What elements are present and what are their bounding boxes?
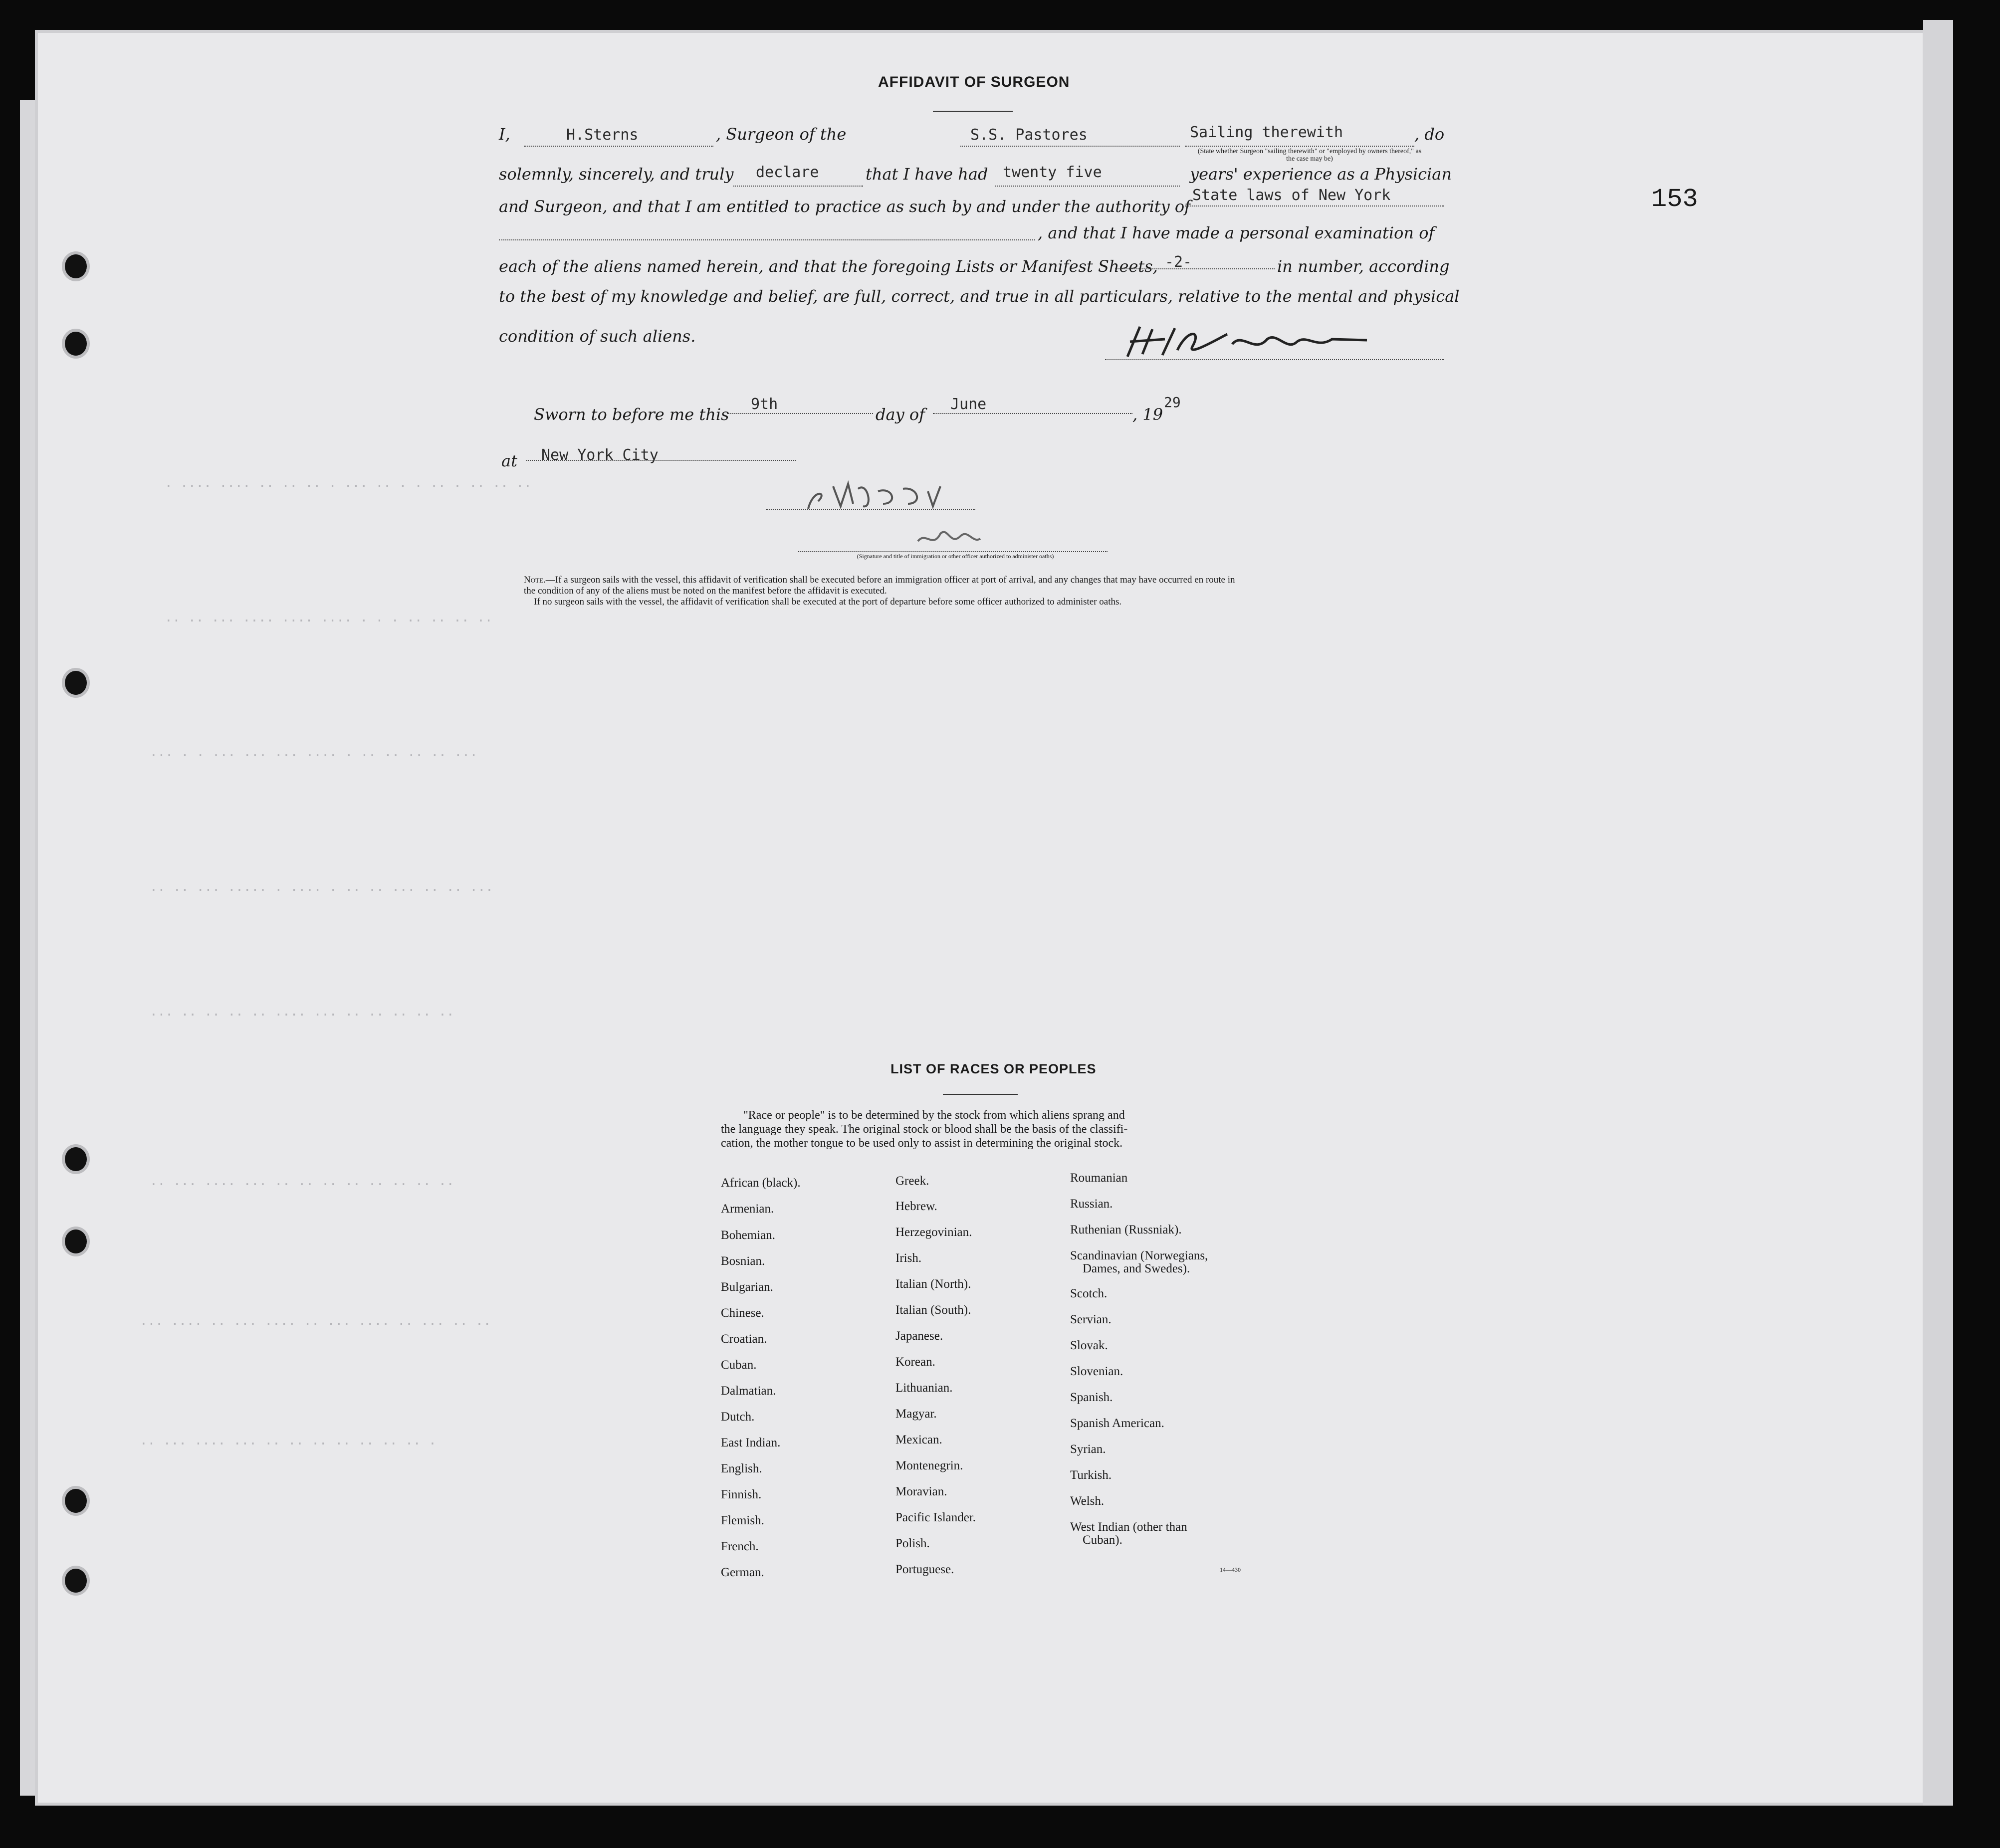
sworn-place: New York City: [541, 446, 659, 464]
race-item: Polish.: [895, 1537, 930, 1550]
field-line: [960, 146, 1180, 147]
field-line: [933, 413, 1132, 414]
label-do: , do: [1414, 125, 1445, 144]
race-item: Portuguese.: [895, 1563, 954, 1576]
race-item: Dames, and Swedes).: [1083, 1262, 1190, 1275]
title-underline: [933, 111, 1013, 112]
label-line6: to the best of my knowledge and belief, are full, correct, and true in all particulars, relative to the mental and physical: [499, 287, 1460, 306]
races-title: LIST OF RACES OR PEOPLES: [890, 1061, 1097, 1076]
label-line2c: years' experience as a Physician: [1190, 165, 1452, 184]
race-item: Scandinavian (Norwegians,: [1070, 1249, 1208, 1262]
label-line2a: solemnly, sincerely, and truly: [499, 165, 734, 184]
affidavit-note: [524, 575, 1452, 608]
race-item: Slovenian.: [1070, 1365, 1123, 1378]
field-line: [728, 413, 873, 414]
race-item: French.: [721, 1540, 759, 1553]
race-item: Greek.: [895, 1174, 929, 1188]
form-number: 14—430: [1220, 1566, 1241, 1573]
signature-line: [766, 509, 975, 510]
surgeon-name: H.Sterns: [566, 126, 639, 144]
binder-hole: [65, 671, 87, 695]
vessel-name: S.S. Pastores: [970, 126, 1088, 144]
affidavit-title: AFFIDAVIT OF SURGEON: [878, 74, 1070, 90]
label-sworn: Sworn to before me this: [534, 405, 729, 424]
race-item: Bohemian.: [721, 1229, 776, 1242]
race-item: Magyar.: [895, 1407, 937, 1421]
label-line2b: that I have had: [866, 165, 988, 184]
status-note: (State whether Surgeon "sailing therewith" or "employed by owners thereof," as the case may be): [1197, 148, 1422, 163]
race-item: Dutch.: [721, 1410, 755, 1424]
race-item: Finnish.: [721, 1488, 762, 1501]
binder-hole: [65, 332, 87, 356]
race-item: West Indian (other than: [1070, 1520, 1187, 1534]
race-item: Russian.: [1070, 1197, 1113, 1211]
label-line7: condition of such aliens.: [499, 327, 696, 346]
race-item: Bulgarian.: [721, 1280, 773, 1294]
race-item: Moravian.: [895, 1485, 947, 1498]
race-item: Spanish American.: [1070, 1417, 1164, 1430]
sworn-year: 29: [1164, 394, 1181, 411]
race-item: German.: [721, 1566, 764, 1579]
binder-hole: [65, 254, 87, 278]
signature-line: [798, 551, 1108, 552]
race-item: Cuban).: [1083, 1533, 1122, 1547]
race-item: Herzegovinian.: [895, 1226, 972, 1239]
race-item: Italian (South).: [895, 1303, 971, 1317]
field-line: [499, 239, 1035, 240]
label-i: I,: [499, 125, 510, 144]
intro-line-1: "Race or people" is to be determined by the stock from which aliens sprang and: [743, 1109, 1125, 1122]
race-item: Spanish.: [1070, 1391, 1113, 1404]
label-line5a: each of the aliens named herein, and that the foregoing Lists or Manifest Sheets,: [499, 257, 1158, 276]
race-item: Korean.: [895, 1355, 935, 1369]
race-item: African (black).: [721, 1176, 801, 1190]
races-intro: [721, 1108, 1240, 1150]
race-item: Roumanian: [1070, 1171, 1128, 1185]
label-day-of: day of: [876, 405, 925, 424]
race-item: Flemish.: [721, 1514, 764, 1527]
field-line: [733, 186, 863, 187]
field-line: [1115, 268, 1275, 269]
binder-hole: [65, 1230, 87, 1253]
race-item: Mexican.: [895, 1433, 942, 1446]
race-item: Scotch.: [1070, 1287, 1108, 1300]
race-item: Syrian.: [1070, 1442, 1106, 1456]
field-line: [995, 186, 1180, 187]
race-item: Chinese.: [721, 1306, 764, 1320]
binder-hole: [65, 1147, 87, 1171]
label-line4: , and that I have made a personal examination of: [1038, 223, 1435, 242]
race-item: Bosnian.: [721, 1254, 765, 1268]
race-item: Servian.: [1070, 1313, 1111, 1326]
race-item: English.: [721, 1462, 762, 1475]
race-item: Dalmatian.: [721, 1384, 776, 1398]
intro-line-3: cation, the mother tongue to be used only to assist in determining the original stock.: [721, 1137, 1123, 1150]
race-item: Pacific Islander.: [895, 1511, 976, 1524]
label-line5b: in number, according: [1277, 257, 1450, 276]
race-item: East Indian.: [721, 1436, 781, 1449]
binder-hole: [65, 1489, 87, 1513]
race-item: Montenegrin.: [895, 1459, 963, 1472]
declaration: declare: [756, 164, 819, 181]
years-experience: twenty five: [1003, 164, 1102, 181]
note-line-2: the condition of any of the aliens must be noted on the manifest before the affidavit is executed.: [524, 586, 887, 596]
race-item: Armenian.: [721, 1202, 774, 1216]
signature-caption: (Signature and title of immigration or other officer authorized to administer oaths): [857, 553, 1054, 560]
stacked-pages-edge: [1923, 20, 1953, 1806]
label-surgeon-of: , Surgeon of the: [716, 125, 847, 144]
surgeon-status: Sailing therewith: [1190, 124, 1343, 141]
field-line: [1185, 146, 1414, 147]
race-item: Welsh.: [1070, 1494, 1105, 1508]
label-line3: and Surgeon, and that I am entitled to practice as such by and under the authority of: [499, 197, 1191, 216]
label-19: , 19: [1132, 405, 1163, 424]
page-number: 153: [1651, 185, 1698, 214]
race-item: Italian (North).: [895, 1277, 971, 1291]
note-line-3: If no surgeon sails with the vessel, the affidavit of verification shall be executed at the port of departure before some officer authorized to administer oaths.: [534, 597, 1122, 607]
field-line: [524, 146, 713, 147]
race-item: Croatian.: [721, 1332, 767, 1346]
race-item: Lithuanian.: [895, 1381, 953, 1395]
race-item: Cuban.: [721, 1358, 757, 1372]
sheet-count: -2-: [1165, 253, 1192, 271]
race-item: Irish.: [895, 1251, 922, 1265]
race-item: Slovak.: [1070, 1339, 1108, 1352]
race-item: Turkish.: [1070, 1468, 1112, 1482]
race-item: Hebrew.: [895, 1200, 937, 1213]
intro-line-2: the language they speak. The original stock or blood shall be the basis of the classifi-: [721, 1123, 1128, 1136]
note-line-1: —If a surgeon sails with the vessel, this affidavit of verification shall be executed before an immigration officer at port of arrival, and any changes that may have occurred en route in: [545, 575, 1235, 585]
sworn-month: June: [950, 396, 987, 413]
races-title-underline: [943, 1094, 1018, 1095]
sworn-day: 9th: [751, 396, 778, 413]
race-item: Japanese.: [895, 1329, 943, 1343]
label-at: at: [501, 451, 517, 470]
race-item: Ruthenian (Russniak).: [1070, 1223, 1182, 1236]
note-label: Note.: [524, 575, 546, 585]
authority: State laws of New York: [1192, 187, 1391, 204]
surgeon-signature: [1117, 319, 1377, 364]
field-line: [1185, 205, 1444, 206]
binder-hole: [65, 1569, 87, 1593]
